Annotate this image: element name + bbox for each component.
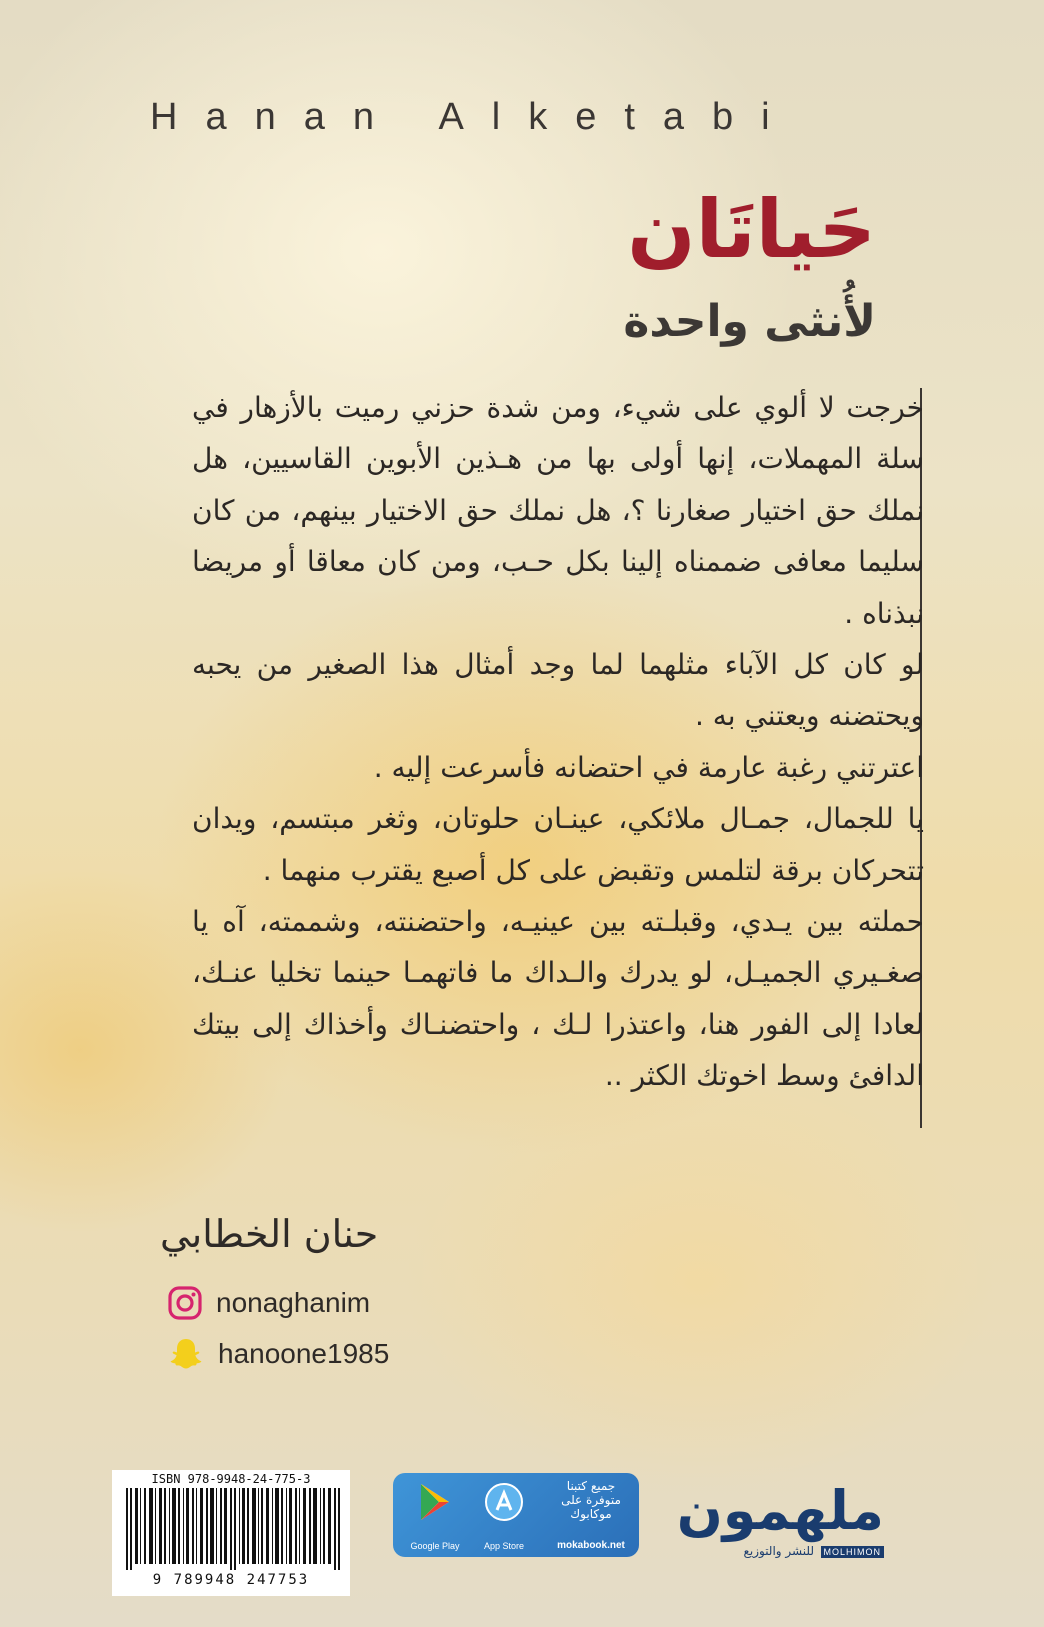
blurb-paragraph: خرجت لا ألوي على شيء، ومن شدة حزني رميت بالأزهار في سلة المهملات، إنها أولى بها من هـذين الأبوين القاسيين، هل نملك حق اختيار صغارنا ؟، هل نملك حق الاختيار بينهم، من كان سليما معافى ضممناه إلينا بكل حـب، ومن كان معاقا أو مريضا نبذناه . [192, 391, 924, 630]
publisher-name-latin: MOLHIMON [821, 1546, 885, 1558]
publisher-name: ملهمون [676, 1479, 884, 1542]
availability-text: جميع كتبنا متوفرة على موكابوك [561, 1479, 621, 1521]
google-play-badge [399, 1481, 471, 1557]
app-store-label: App Store [483, 1541, 525, 1551]
barcode-bars [126, 1488, 340, 1570]
instagram-icon [168, 1286, 202, 1320]
instagram-handle: nonaghanim [216, 1287, 371, 1318]
store-url: mokabook.net [557, 1540, 625, 1551]
app-store-badge [473, 1481, 535, 1557]
blurb-paragraph: لو كان كل الآباء مثلهما لما وجد أمثال هذا الصغير من يحبه ويحتضنه ويعتني به . [192, 648, 924, 733]
publisher-tagline: للنشر والتوزيع [743, 1544, 814, 1558]
snapchat-contact [168, 1336, 389, 1372]
isbn-barcode [112, 1470, 350, 1596]
blurb-paragraph: يا للجمال، جمـال ملائكي، عينـان حلوتان، وثغر مبتسم، ويدان تتحركان برقة لتلمس وتقبض على كل أصبع يقترب منهما . [192, 802, 924, 887]
blurb-paragraph: حملته بين يـدي، وقبلـته بين عينيـه، واحتضنته، وشممته، آه يا صغـيري الجميـل، لو يدرك والـداك ما فاتهمـا حينما تخليا عنـك، لعادا إلى الفور هنا، واعتذرا لـك ، واحتضنـاك وأخذاك إلى بيتك الدافئ وسط اخوتك الكثر .. [192, 905, 924, 1093]
app-store-icon [483, 1481, 525, 1523]
app-stores-badge [393, 1473, 639, 1557]
google-play-label: Google Play [410, 1541, 460, 1551]
blurb-text [192, 382, 924, 1102]
snapchat-handle: hanoone1985 [218, 1338, 390, 1369]
google-play-icon [415, 1481, 455, 1523]
instagram-contact [168, 1286, 370, 1320]
snapchat-icon [168, 1336, 204, 1372]
author-name-latin: Hanan Alketabi [150, 96, 798, 138]
publisher-logo [660, 1479, 884, 1572]
author-name-arabic: حنان الخطابي [160, 1212, 379, 1256]
isbn-label: ISBN 978-9948-24-775-3 [151, 1472, 311, 1486]
book-subtitle: لأُنثى واحدة [623, 296, 876, 347]
barcode-number: 9 789948 247753 [152, 1572, 310, 1588]
book-title: حَياتَان [627, 183, 876, 276]
blurb-paragraph: اعترتني رغبة عارمة في احتضانه فأسرعت إليه . [373, 750, 924, 784]
